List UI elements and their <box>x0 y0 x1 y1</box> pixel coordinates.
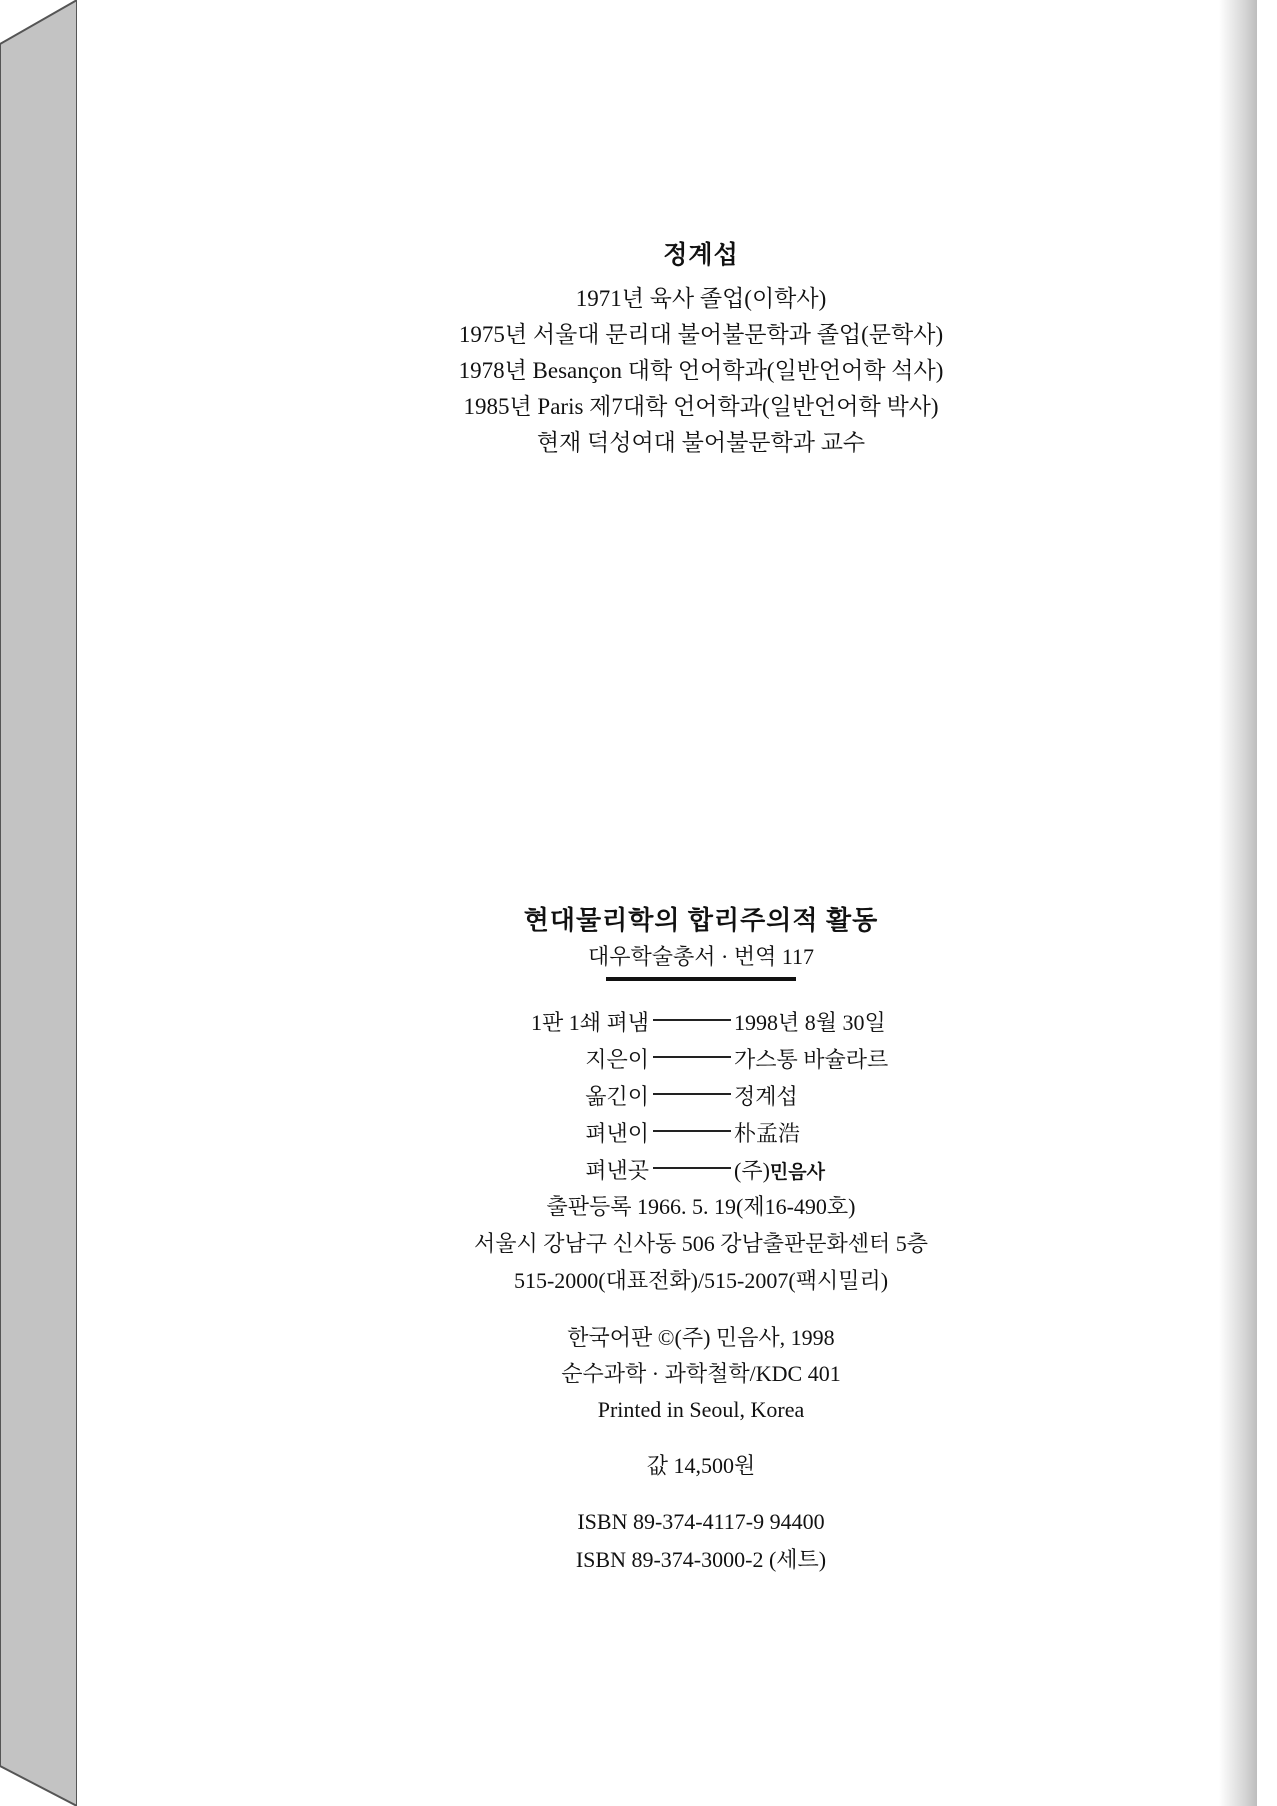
credit-row <box>474 1154 974 1191</box>
classification-line: 순수과학 · 과학철학/KDC 401 <box>561 1361 841 1386</box>
credit-dash <box>653 1167 731 1169</box>
credit-label: 옮긴이 <box>585 1084 649 1109</box>
publisher-logo-text: 민음사 <box>769 1161 825 1183</box>
credit-value <box>734 1154 825 1185</box>
credit-label: 지은이 <box>585 1047 649 1072</box>
credit-value: 1998년 8월 30일 <box>734 1010 886 1035</box>
isbn-block <box>77 1503 1277 1579</box>
credits-list <box>474 1006 974 1191</box>
isbn-line: ISBN 89-374-4117-9 94400 <box>577 1509 825 1534</box>
address-line: 515-2000(대표전화)/515-2007(팩시밀리) <box>513 1268 889 1293</box>
series-name: 대우학술총서 · 번역 117 <box>587 944 815 969</box>
credit-label: 펴낸곳 <box>585 1158 649 1183</box>
translator-bio <box>77 235 1277 461</box>
credit-label: 1판 1쇄 펴냄 <box>530 1010 649 1035</box>
book-title: 현대물리학의 합리주의적 활동 <box>523 906 879 935</box>
credit-value: 朴孟浩 <box>734 1121 801 1146</box>
publisher-address <box>77 1188 1277 1299</box>
isbn-line: ISBN 89-374-3000-2 (세트) <box>575 1547 827 1572</box>
bio-line: 1971년 육사 졸업(이학사) <box>575 286 827 311</box>
bio-line: 1975년 서울대 문리대 불어불문학과 졸업(문학사) <box>458 322 944 347</box>
publication-info <box>77 1320 1277 1428</box>
credit-row <box>474 1006 974 1043</box>
credit-row <box>474 1117 974 1154</box>
credit-label: 펴낸이 <box>585 1121 649 1146</box>
credit-dash <box>653 1093 731 1095</box>
credit-row <box>474 1043 974 1080</box>
colophon-header <box>77 903 1277 981</box>
address-line: 서울시 강남구 신사동 506 강남출판문화센터 5층 <box>473 1231 929 1256</box>
bio-line: 1985년 Paris 제7대학 언어학과(일반언어학 박사) <box>463 394 939 419</box>
credit-value: 가스통 바슐라르 <box>734 1047 889 1072</box>
credit-dash <box>653 1056 731 1058</box>
credit-dash <box>653 1130 731 1132</box>
divider-rule <box>606 977 796 981</box>
printed-in-line: Printed in Seoul, Korea <box>597 1397 805 1422</box>
bio-line: 1978년 Besançon 대학 언어학과(일반언어학 석사) <box>458 358 944 383</box>
translator-name: 정계섭 <box>663 242 739 269</box>
credit-value: 정계섭 <box>734 1084 798 1109</box>
price: 값 14,500원 <box>646 1453 756 1478</box>
copyright-line: 한국어판 ©(주) 민음사, 1998 <box>567 1325 835 1350</box>
credit-row <box>474 1080 974 1117</box>
credit-dash <box>653 1019 731 1021</box>
publisher-prefix: (주) <box>734 1158 770 1183</box>
bio-line: 현재 덕성여대 불어불문학과 교수 <box>536 430 866 455</box>
address-line: 출판등록 1966. 5. 19(제16-490호) <box>546 1194 856 1219</box>
